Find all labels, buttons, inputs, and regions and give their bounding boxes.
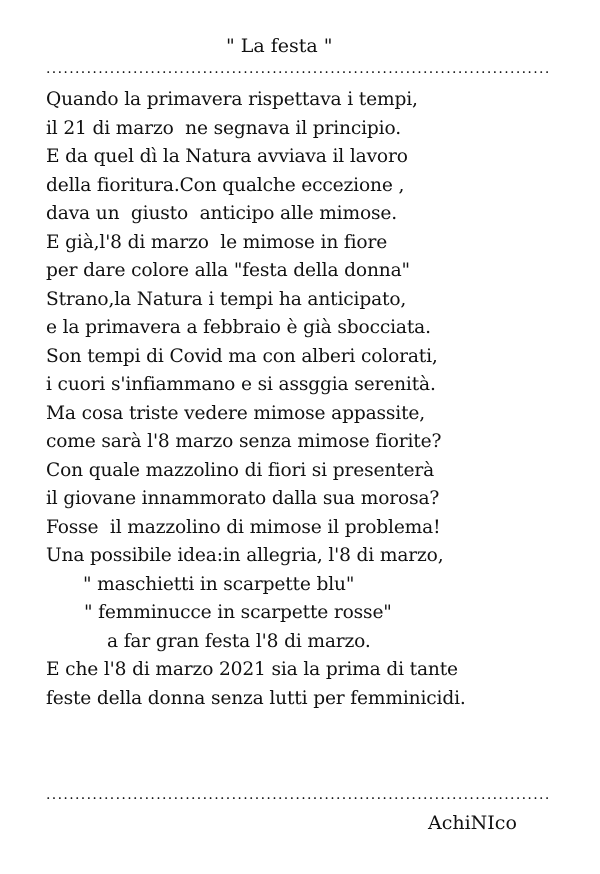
top-dotted-separator: ....................................................................................... [46, 62, 551, 76]
poem-line: per dare colore alla "festa della donna" [46, 260, 410, 281]
poem-body [46, 86, 581, 713]
poem-line-indented: a far gran festa l'8 di marzo. [107, 630, 371, 652]
poem-line: come sarà l'8 marzo senza mimose fiorite? [46, 431, 442, 452]
poem-line: Ma cosa triste vedere mimose appassite, [46, 402, 426, 424]
poem-line-indented: " maschietti in scarpette blu" [83, 573, 355, 595]
poem-line: dava un giusto anticipo alle mimose. [46, 203, 398, 224]
poem-line: Strano,la Natura i tempi ha anticipato, [46, 288, 407, 310]
poem-line: il 21 di marzo ne segnava il principio. [46, 117, 401, 139]
poem-title: " La festa " [226, 35, 333, 57]
poem-line: e la primavera a febbraio è già sbocciata. [46, 317, 431, 338]
poem-line-indented: " femminucce in scarpette rosse" [84, 602, 392, 623]
poem-line: E da quel dì la Natura avviava il lavoro [46, 146, 408, 167]
poem-line: della fioritura.Con qualche eccezione , [46, 174, 405, 196]
poem-line: feste della donna senza lutti per femminicidi. [46, 687, 466, 709]
poem-line: E che l'8 di marzo 2021 sia la prima di tante [46, 659, 458, 680]
poem-line: Son tempi di Covid ma con alberi colorati, [46, 345, 438, 367]
poem-line: Quando la primavera rispettava i tempi, [46, 89, 418, 110]
bottom-dotted-separator: ....................................................................................... [46, 788, 551, 802]
poem-line: Con quale mazzolino di fiori si presenterà [46, 459, 435, 481]
poem-line: il giovane innammorato dalla sua morosa? [46, 488, 440, 509]
poem-line: Fosse il mazzolino di mimose il problema! [46, 516, 441, 538]
author-signature: AchiNIco [428, 812, 517, 834]
poem-line: E già,l'8 di marzo le mimose in fiore [46, 231, 388, 253]
poem-line: i cuori s'infiammano e si assggia serenità. [46, 374, 436, 395]
poem-line: Una possibile idea:in allegria, l'8 di marzo, [46, 545, 444, 566]
